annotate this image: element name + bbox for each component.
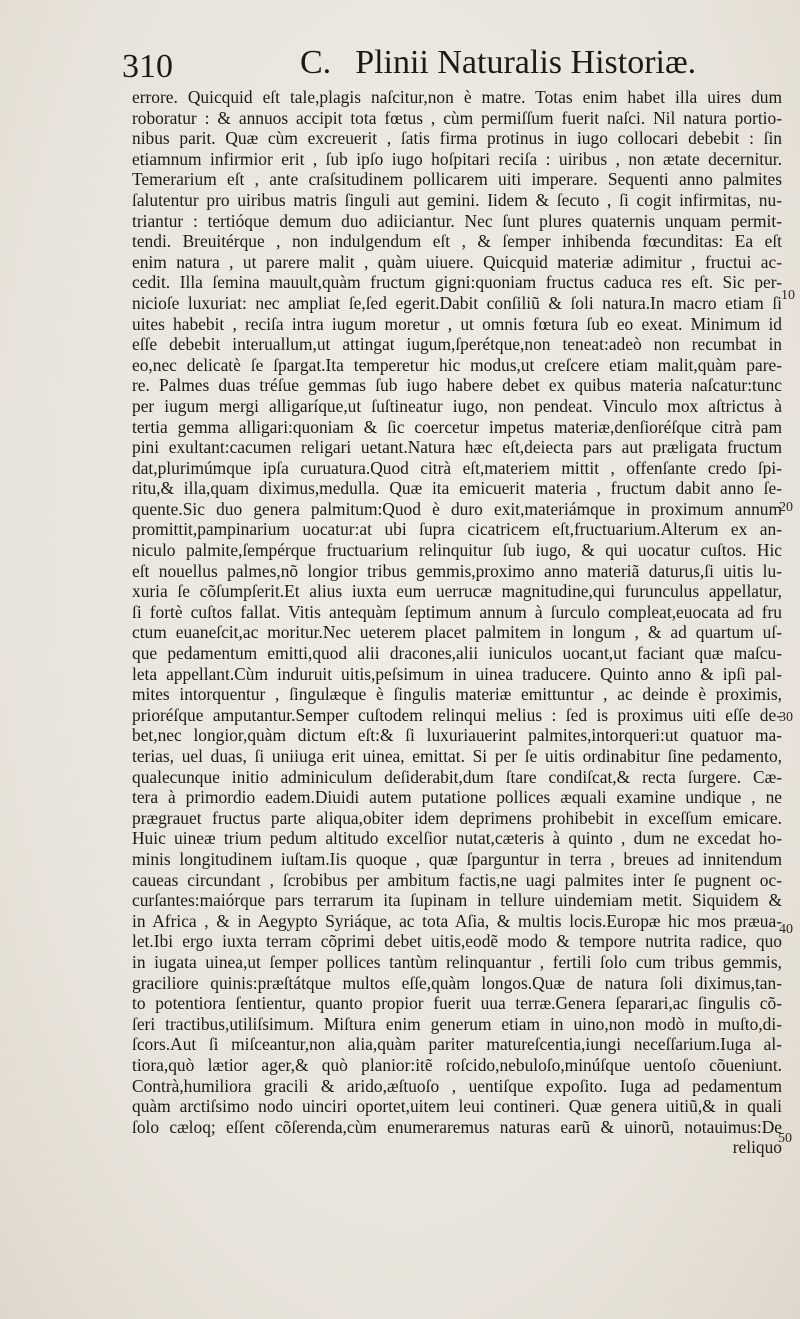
text-line: errore. Quicquid eſt tale,plagis naſcitur,non è matre. Totas enim habet illa uires dum [132,87,782,107]
text-line: que pedamentum emitti,quod alii dracones,alii iuniculos uocant,ut faciant quæ maſcu- [132,643,782,664]
text-line: eſt nouellus palmes,nõ longior tribus gemmis,proximo anno materiã daturus,ſi uitis lu- [132,560,782,581]
text-line: reliquo [732,1137,782,1158]
text-line: promittit,pampinarium uocatur:at ubi ſupra cicatricem eſt,fructuarium.Alterum ex an- [132,519,782,540]
margin-line-number: 20 [779,500,793,515]
text-line: Huic uineæ trium pedum altitudo excelſior nutat,cæteris à quinto , dum ne excedat ho- [132,828,782,849]
text-line: ctum euaneſcit,ac moritur.Nec ueterem placet palmitem in longum , & ad quartum uſ- [132,622,782,643]
text-line: nicioſe luxuriat: nec ampliat ſe,ſed egerit.Dabit conſiliũ & ſoli natura.In macro etiam ſi [132,292,782,313]
text-line: cedit. Illa ſemina mauult,quàm fructum gigni:quoniam fructus caduca res eſt. Sic per- [132,272,782,293]
body-text [132,87,782,1158]
text-line: eſſe debebit interuallum,ut attingat iugum,ſperétque,non teneat:adeò non recumbat in [132,334,782,355]
margin-line-number: 50 [778,1131,792,1146]
text-line: ritu,& illa,quam diximus,medulla. Quæ ita emicuerit materia , fructum dabit anno ſe- [132,478,782,499]
text-line: per iugum mergi alligaríque,ut ſuſtineatur iugo, non pendeat. Vinculo mox aſtrictus à [132,395,782,416]
text-line: triantur : tertióque demum duo adiiciantur. Nec ſunt plures quaternis unquam permit- [132,210,782,231]
text-line: dat,plurimúmque ipſa curuatura.Quod citrà eſt,materiem mittit , offenſante credo ſpi- [132,457,782,478]
margin-line-number: 10 [781,288,795,303]
text-line: tera à primordio eadem.Diuidi autem putatione pollices æquali examine undique , ne [132,787,782,808]
text-line: enim natura , ut parere malit , quàm uiuere. Quicquid materiæ adimitur , fructui ac- [132,251,782,272]
text-line: minis longitudinem iuſtam.Iis quoque , quæ ſparguntur in terra , breues ad innitendum [132,848,782,869]
text-line: nibus parit. Quæ cùm excreuerit , ſatis firma protinus in iugo collocari debebit : ſin [132,128,782,149]
margin-line-number: 40 [779,922,793,937]
text-line: re. Palmes duas tréſue gemmas ſub iugo habere debet ex quibus materia naſcatur:tunc [132,375,782,396]
text-line: quàm arctiſsimo nodo uinciri oportet,uitem leui contineri. Quæ genera uitiũ,& in quali [132,1096,782,1117]
text-line: graciliore quinis:præſtátque multos eſſe,quàm longos.Quæ de natura ſoli diximus,tan- [132,972,782,993]
text-line: quente.Sic duo genera palmitum:Quod è duro exit,materiámque in proximum annum [132,498,782,519]
text-line: etiamnum infirmior erit , ſub ipſo iugo hoſpitari reciſa : uiribus , non ætate decernitur. [132,148,782,169]
text-line: tiora,quò lætior ager,& quò planior:itẽ roſcido,nebuloſo,minúſque uentoſo cõueniunt. [132,1054,782,1075]
text-line: terias, uel duas, ſi uniiuga erit uinea, emittat. Si per ſe uitis ordinabitur ſine pedamento, [132,746,782,766]
text-line: ſeri tractibus,utiliſsimum. Miſtura enim generum etiam in uino,non modò in muſto,di- [132,1013,782,1034]
text-line: qualecunque initio adminiculum deſiderabit,dum ſtare condiſcat,& recta ſurgere. Cæ- [132,766,782,787]
text-line: in iugata uinea,ut ſemper pollices tantùm relinquantur , fertili ſolo cum tribus gemmis, [132,951,782,972]
text-line: mites intorquentur , ſingulæque è ſingulis materiæ emittuntur , ac deinde è proximis, [132,684,782,705]
text-line: prioréſque amputantur.Semper cuſtodem relinqui melius : ſed is proximus uiti eſſe de- [132,704,782,725]
text-line: uites habebit , reciſa intra iugum moretur , ut omnis fœtura ſub eo exeat. Minimum id [132,313,782,334]
text-line: ſalutentur pro uiribus matris ſinguli aut gemini. Iidem & ſecuto , ſi cogit infirmitas, nu- [132,189,782,210]
margin-line-number: 30 [779,710,793,725]
text-line: ſi fortè cuſtos fallat. Vitis antequàm ſeptimum annum à ſurculo compleat,euocata ad fru [132,601,782,622]
text-line: Temerarium eſt , ante craſsitudinem pollicarem uiti imperare. Sequenti anno palmites [132,169,782,190]
text-line: let.Ibi ergo iuxta terram cõprimi debet uitis,eodẽ modo & tempore nutrita radice, quo [132,931,782,952]
running-head [300,44,696,82]
text-line: leta appellant.Cùm induruit uitis,peſsimum in uinea traducere. Quinto anno & ipſi pal- [132,663,782,684]
text-line: bet,nec longior,quàm dictum eſt:& ſi luxuriauerint palmites,intorqueri:ut quatuor ma- [132,725,782,746]
text-line: Contrà,humiliora gracili & arido,æſtuoſo , uentiſque expoſito. Iuga ad pedamentum [132,1075,782,1096]
text-line: niculo palmite,ſempérque fructuarium relinquitur ſub iugo, & qui uocatur cuſtos. Hic [132,540,782,561]
text-line: to potentiora ſentientur, quanto propior fuerit uua terræ.Genera ſeparari,ac ſingulis cõ- [132,993,782,1014]
text-line: curſantes:maiórque pars terrarum ita ſupinam in tellure uindemiam metit. Siquidem & [132,890,782,911]
page-number: 310 [122,48,173,85]
text-line: caueas circundant , ſcrobibus per ambitum factis,ne uagi palmites inter ſe pugnent oc- [132,869,782,890]
text-line: roboratur : & annuos accipit tota fœtus , cùm permiſſum fuerit naſci. Nil natura portio- [132,107,782,128]
text-line: in Africa , & in Aegypto Syriáque, ac tota Aſia, & multis locis.Europæ hic mos præua- [132,910,782,931]
text-line: prægrauet fructus parte aliqua,obiter idem deprimens prohibebit in exceſſum emicare. [132,807,782,828]
text-line: tendi. Breuitérque , non indulgendum eſt , & ſemper inhibenda fœcunditas: Ea eſt [132,231,782,252]
text-line: pini exultant:cacumen religari uetant.Natura hæc eſt,deiecta pars aut præligata fructum [132,437,782,458]
text-line: eo,nec delicatè ſe ſpargat.Ita temperetur hic modus,ut creſcere etiam malit,quàm pare- [132,354,782,375]
text-line: ſcors.Aut ſi miſceantur,non alia,quàm pariter matureſcentia,iungi neceſſarium.Iuga al- [132,1034,782,1055]
text-line: tertia gemma alligari:quoniam & ſic coercetur impetus materiæ,denſioréſque citrà pam [132,416,782,437]
running-head-prefix: C. [300,44,332,81]
running-head-title: Plinii Naturalis Historiæ. [355,44,697,81]
text-line: xuria ſe cõſumpſerit.Et alius iuxta eum uerrucæ magnitudine,qui furunculus appellatur, [132,581,782,602]
text-line: ſolo cæloq; eſſent cõſerenda,cùm enumeraremus naturas earũ & uinorũ, notauimus:De [132,1116,782,1137]
